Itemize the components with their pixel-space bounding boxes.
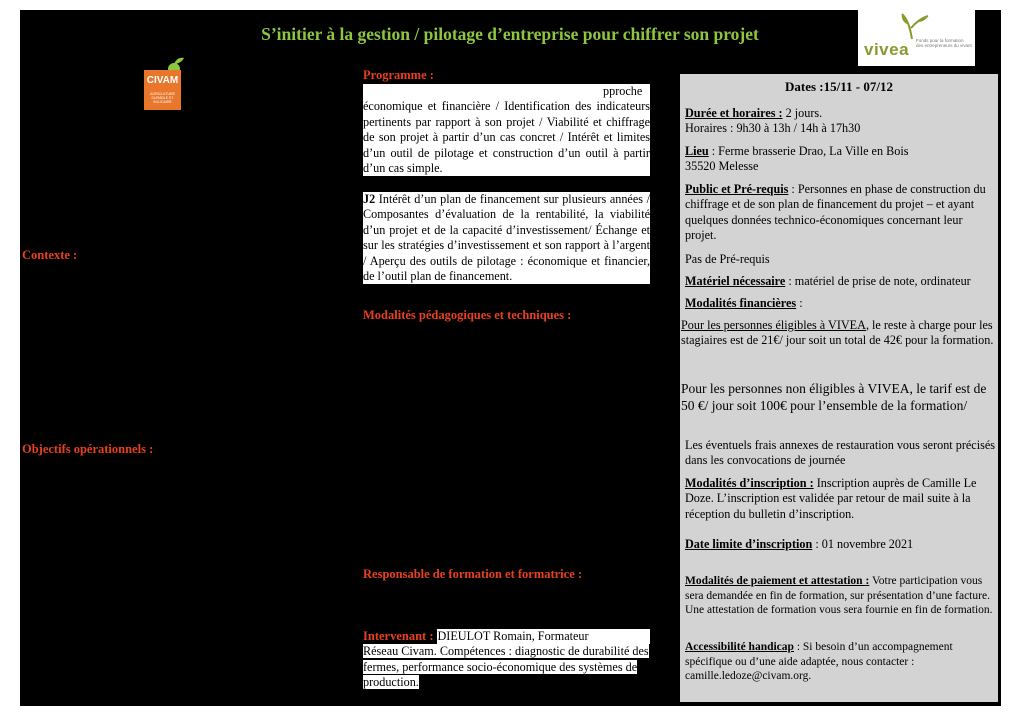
non-eligibles-text: Pour les personnes non éligibles à VIVEA, le tarif est de 50 €/ jour soit 100€ pour l’ensemble de la formation/ bbox=[681, 381, 987, 413]
intervenant-heading: Intervenant : bbox=[363, 629, 434, 643]
frais-text: Les éventuels frais annexes de restauration vous seront précisés dans les convocations de journée bbox=[685, 438, 995, 468]
info-panel bbox=[680, 74, 998, 702]
financieres-colon: : bbox=[796, 296, 803, 310]
document-page bbox=[20, 10, 1001, 706]
vivea-wordmark: vivea bbox=[864, 40, 910, 59]
intervenant-description: Réseau Civam. Compétences : diagnostic de durabilité des fermes, performance socio-économique des systèmes de production. bbox=[363, 644, 649, 690]
public-section bbox=[685, 182, 997, 244]
programme-heading: Programme : bbox=[363, 68, 434, 82]
materiel-value: : matériel de prise de note, ordinateur bbox=[785, 274, 971, 288]
inscription-value: Inscription auprès de Camille Le Doze. L’inscription est validée par retour de mail suite à la réception du bulletin d’inscription. bbox=[685, 476, 977, 521]
civam-tagline: AGRICULTURE DURABLE ET SOLIDAIRE bbox=[150, 92, 175, 104]
date-limite-value: : 01 novembre 2021 bbox=[812, 537, 914, 551]
eligibles-section bbox=[681, 318, 997, 349]
vivea-logo bbox=[858, 10, 975, 66]
eligibles-link[interactable]: Pour les personnes éligibles à VIVEA bbox=[681, 318, 866, 332]
accessibilite-label: Accessibilité handicap bbox=[685, 641, 794, 653]
document-title: S’initier à la gestion / pilotage d’entreprise pour chiffrer son projet bbox=[261, 24, 759, 44]
programme-day2-block bbox=[363, 192, 650, 284]
financieres-section bbox=[685, 296, 997, 311]
eligibles-text: , le reste à charge pour les stagiaires est de 21€/ jour soit un total de 42€ pour la formation. bbox=[681, 318, 994, 348]
horaires-text: Horaires : 9h30 à 13h / 14h à 17h30 bbox=[685, 121, 861, 136]
prerequis-text: Pas de Pré-requis bbox=[685, 252, 770, 266]
date-limite-label: Date limite d’inscription bbox=[685, 537, 813, 551]
financieres-label: Modalités financières bbox=[685, 296, 797, 310]
materiel-label: Matériel nécessaire bbox=[685, 274, 786, 288]
accessibilite-section bbox=[685, 640, 997, 684]
civam-wordmark: CIVAM bbox=[146, 75, 179, 86]
dates-heading: Dates :15/11 - 07/12 bbox=[785, 79, 893, 94]
inscription-section bbox=[685, 476, 997, 522]
programme-day1-text: pproche économique et financière / Identification des indicateurs pertinents par rapport à son projet / Viabilité et chiffrage de son projet à partir d’un cas concret / Intérêt et limites d’un outil de pilotage et construction d’un outil à partir d’un cas simple. bbox=[363, 84, 650, 176]
vivea-tagline: Fonds pour la formation des entrepreneurs du vivant bbox=[916, 38, 972, 48]
responsable-heading: Responsable de formation et formatrice : bbox=[363, 567, 583, 581]
paiement-label: Modalités de paiement et attestation : bbox=[685, 575, 870, 587]
contexte-heading: Contexte : bbox=[22, 248, 78, 262]
civam-badge bbox=[144, 70, 181, 110]
lieu-section bbox=[685, 144, 997, 175]
modalites-pedagogiques-heading: Modalités pédagogiques et techniques : bbox=[363, 308, 572, 322]
programme-day2-label: J2 bbox=[363, 192, 376, 206]
inscription-label: Modalités d’inscription : bbox=[685, 476, 814, 490]
public-value: : Personnes en phase de construction du chiffrage et de son plan de financement du projet – et ayant quelques données technico-économiques concernant leur projet. bbox=[685, 182, 986, 243]
public-label: Public et Pré-requis bbox=[685, 182, 789, 196]
lieu-value: : Ferme brasserie Drao, La Ville en Bois bbox=[708, 144, 909, 158]
duree-value: 2 jours. bbox=[782, 106, 823, 120]
lieu-address: 35520 Melesse bbox=[685, 159, 759, 174]
intervenant-name: DIEULOT Romain, Formateur bbox=[437, 629, 650, 644]
programme-day2-text: Intérêt d’un plan de financement sur plusieurs années / Composantes d’évaluation de la rentabilité, la viabilité d’un projet et de la capacité d’investissement/ Échange et sur les stratégies d’investissement et son rapport à l’argent / Aperçu des outils de pilotage : économique et financier, de l’outil plan de financement. bbox=[363, 192, 650, 284]
intervenant-block bbox=[363, 629, 650, 691]
vivea-leaf-icon bbox=[892, 10, 932, 40]
paiement-value: Votre participation vous sera demandée en fin de formation, sur présentation d’une facture. Une attestation de formation vous sera fournie en fin de formation. bbox=[685, 575, 993, 616]
duree-section bbox=[685, 106, 997, 137]
date-limite-section bbox=[685, 537, 997, 552]
duree-label: Durée et horaires : bbox=[685, 106, 783, 120]
lieu-label: Lieu bbox=[685, 144, 709, 158]
accessibilite-value: : Si besoin d’un accompagnement spécifique ou d’une aide adaptée, nous contacter : camille.ledoze@civam.org. bbox=[685, 641, 953, 682]
paiement-section bbox=[685, 574, 997, 618]
materiel-section bbox=[685, 274, 997, 289]
civam-logo bbox=[142, 56, 192, 112]
objectifs-heading: Objectifs opérationnels : bbox=[22, 442, 154, 456]
